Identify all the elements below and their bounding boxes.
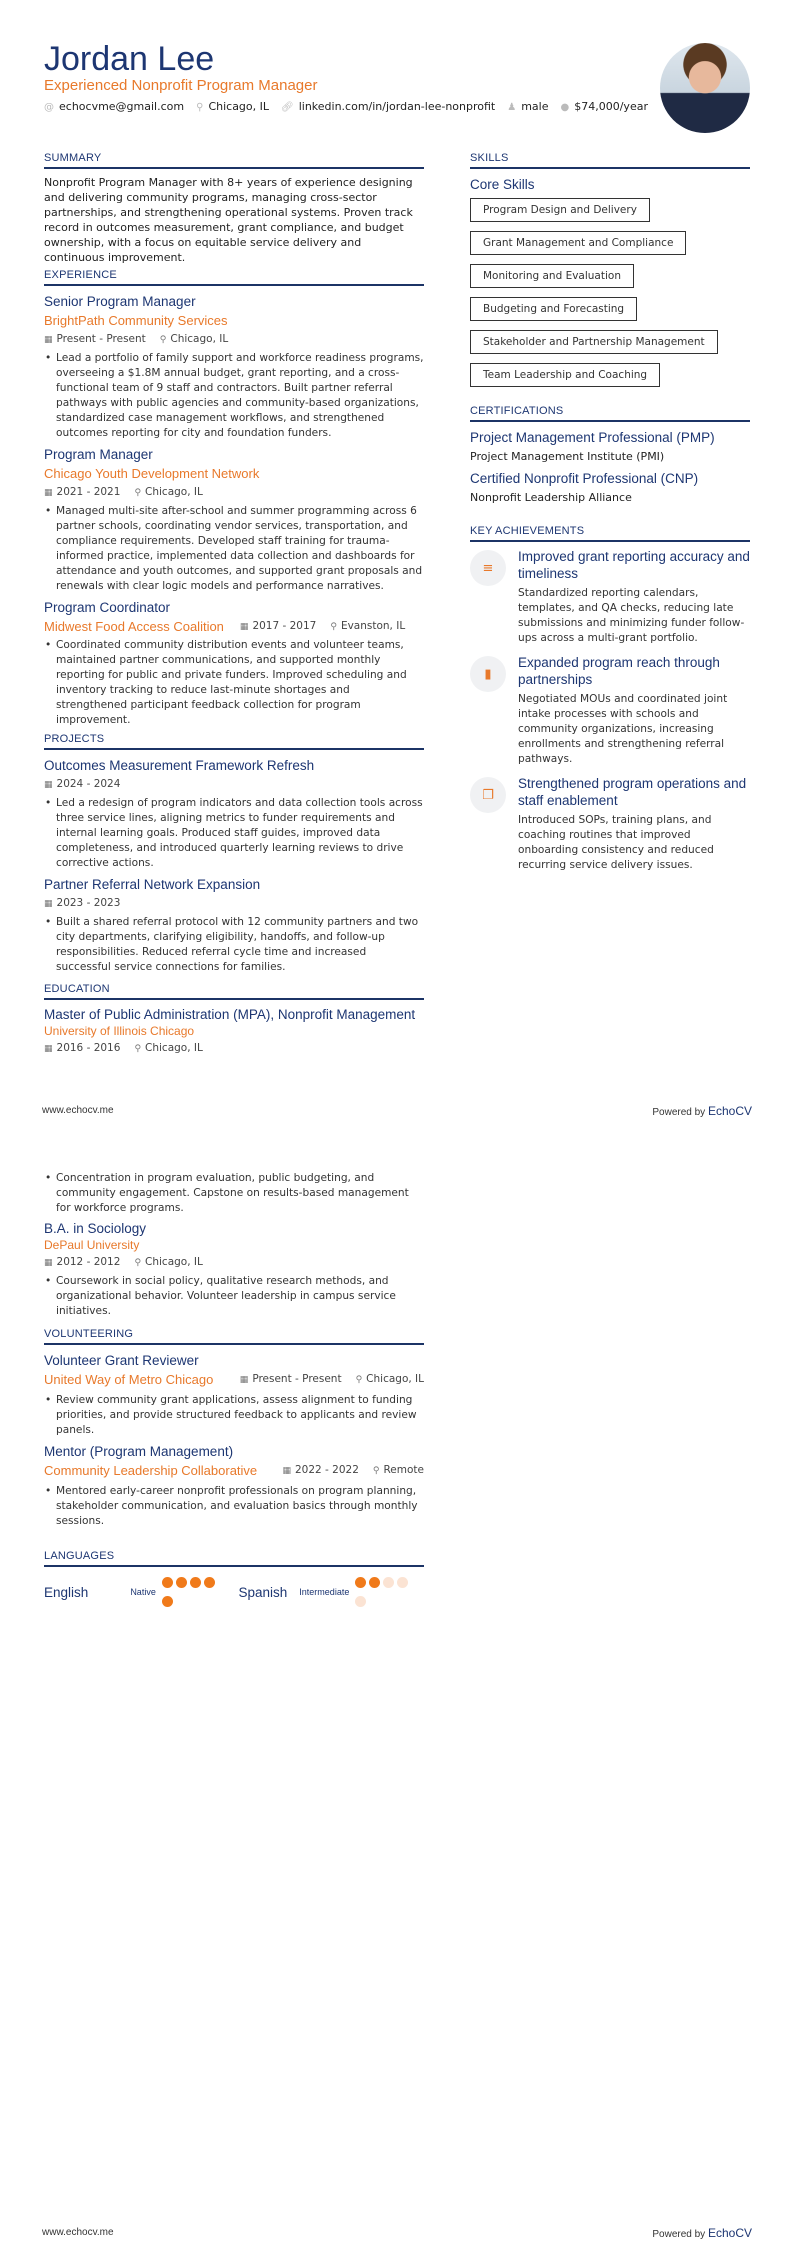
- certifications-section: [470, 405, 750, 507]
- map-pin-icon: ⚲: [134, 488, 142, 498]
- experience-item: Program Manager Chicago Youth Development Network ▦ 2021 - 2021 ⚲ Chicago, IL • Managed multi-site after-school and summer programming across 6 partner schools, coordinating vendor services, transportation, and compliance requirements. Developed staff training for trauma-informed practice, implemented data collection and dashboards for attendance and youth outcomes, and supported grant proposals and renewals with clear logic models and performance narratives.: [44, 445, 424, 594]
- company: BrightPath Community Services: [44, 313, 228, 328]
- map-pin-icon: ⚲: [134, 1258, 142, 1268]
- skills-section: [470, 152, 750, 396]
- achievements-section: [470, 525, 750, 881]
- degree: Master of Public Administration (MPA), Nonprofit Management: [44, 1007, 416, 1022]
- language-rating: [355, 1573, 424, 1611]
- school: University of Illinois Chicago: [44, 1024, 195, 1038]
- company: Midwest Food Access Coalition: [44, 619, 224, 634]
- skill-tag: Budgeting and Forecasting: [470, 297, 750, 330]
- cert-issuer: Nonprofit Leadership Alliance: [470, 491, 632, 504]
- section-heading: SUMMARY: [44, 152, 424, 169]
- job-title: Program Manager: [44, 447, 153, 462]
- volunteer-item: Volunteer Grant Reviewer United Way of Metro Chicago ▦ Present - Present ⚲ Chicago, IL • Review community grant applications, assess alignment to funding priorities, and provide structured feedback to applicants and review panels.: [44, 1351, 424, 1438]
- school: DePaul University: [44, 1238, 140, 1252]
- footer-site-link[interactable]: www.echocv.me: [42, 1105, 114, 1116]
- bullet: • Review community grant applications, assess alignment to funding priorities, and provide structured feedback to applicants and review panels.: [44, 1393, 424, 1438]
- cert-name: Project Management Professional (PMP): [470, 430, 715, 445]
- project-item: Partner Referral Network Expansion ▦ 2023 - 2023 • Built a shared referral protocol with 12 community partners and two city departments, clarifying eligibility, handoffs, and follow-up responsibilities. Reduced referral cycle time and increased successful service connections for families.: [44, 875, 424, 975]
- map-pin-icon: ⚲: [330, 622, 337, 632]
- achievement-item: ≡ Improved grant reporting accuracy and timeliness Standardized reporting calendars, templates, and QA checks, reducing late submissions and minimizing funder follow-ups across a multi-grant portfolio.: [470, 548, 750, 646]
- rating-dot-filled: [355, 1577, 366, 1588]
- volunteering-section: [44, 1328, 424, 1533]
- job-title: Senior Program Manager: [44, 294, 196, 309]
- language-level: Native: [130, 1587, 156, 1597]
- volunteer-role: Mentor (Program Management): [44, 1444, 234, 1459]
- language-level: Intermediate: [299, 1587, 350, 1597]
- map-pin-icon: ⚲: [355, 1375, 363, 1385]
- link-icon: 🔗︎: [281, 102, 294, 113]
- degree: B.A. in Sociology: [44, 1221, 147, 1236]
- contact-linkedin[interactable]: 🔗︎ linkedin.com/in/jordan-lee-nonprofit: [281, 100, 496, 113]
- project-name: Outcomes Measurement Framework Refresh: [44, 758, 315, 773]
- calendar-icon: ▦: [44, 1258, 53, 1268]
- company: Chicago Youth Development Network: [44, 466, 260, 481]
- lines-icon: ≡: [470, 550, 506, 586]
- calendar-icon: ▦: [44, 1044, 53, 1054]
- experience-section: [44, 269, 424, 732]
- skill-tag: Monitoring and Evaluation: [470, 264, 750, 297]
- contact-bar: [44, 100, 648, 113]
- page-2: [0, 1123, 794, 2246]
- map-pin-icon: ⚲: [134, 1044, 142, 1054]
- rating-dot-empty: [397, 1577, 408, 1588]
- summary-text: Nonprofit Program Manager with 8+ years of experience designing and delivering community programs, managing cross-sector partnerships, and strengthening operational systems. Proven track record in outcomes measurement, grant compliance, and budget ownership, with a focus on equitable service delivery and continuous improvement.: [44, 176, 413, 264]
- bullet: • Lead a portfolio of family support and workforce readiness programs, overseeing a $1.8M annual budget, grant reporting, and a cross-functional team of 9 staff and contractors. Built partner referral pathways with public agencies and community-based organizations, standardized case management workflows, and strengthened outcomes reporting for city and foundation funders.: [44, 351, 424, 441]
- projects-section: [44, 733, 424, 979]
- contact-email[interactable]: @ echocvme@gmail.com: [44, 100, 185, 113]
- volunteer-role: Volunteer Grant Reviewer: [44, 1353, 199, 1368]
- cert-issuer: Project Management Institute (PMI): [470, 450, 665, 463]
- footer-powered[interactable]: Powered by EchoCV: [652, 2226, 752, 2240]
- rating-dot-filled: [162, 1577, 173, 1588]
- bullet: • Built a shared referral protocol with 12 community partners and two city departments, clarifying eligibility, handoffs, and follow-up responsibilities. Reduced referral cycle time and increased successful service connections for families.: [44, 915, 424, 975]
- section-heading: PROJECTS: [44, 733, 424, 750]
- contact-gender: ♟ male: [507, 100, 549, 113]
- bullet: • Concentration in program evaluation, public budgeting, and community engagement. Capstone on results-based management for workforce programs.: [44, 1171, 424, 1216]
- job-title: Program Coordinator: [44, 600, 171, 615]
- skill-tag: Grant Management and Compliance: [470, 231, 750, 264]
- volunteer-item: Mentor (Program Management) Community Leadership Collaborative ▦ 2022 - 2022 ⚲ Remote • Mentored early-career nonprofit professionals on program planning, stakeholder communication, and evaluation basics through monthly sessions.: [44, 1442, 424, 1529]
- rating-dot-filled: [369, 1577, 380, 1588]
- contact-salary: ● $74,000/year: [560, 100, 648, 113]
- footer-powered[interactable]: Powered by EchoCV: [652, 1104, 752, 1118]
- calendar-icon: ▦: [44, 899, 53, 909]
- cert-name: Certified Nonprofit Professional (CNP): [470, 471, 699, 486]
- copy-check-icon: ❐: [470, 777, 506, 813]
- experience-item: Program Coordinator Midwest Food Access Coalition ▦ 2017 - 2017 ⚲ Evanston, IL • Coordinated community distribution events and volunteer teams, maintained partner communications, and supported monthly reporting for public and private funders. Improved scheduling and inventory tracking to reduce last-minute shortages and strengthened participant feedback collection for program improvement.: [44, 598, 424, 728]
- rating-dot-empty: [383, 1577, 394, 1588]
- section-heading: CERTIFICATIONS: [470, 405, 750, 422]
- calendar-icon: ▦: [44, 335, 53, 345]
- candidate-name: Jordan Lee: [44, 40, 215, 78]
- project-item: Outcomes Measurement Framework Refresh ▦ 2024 - 2024 • Led a redesign of program indicators and data collection tools across three service lines, aligning metrics to funder requirements and internal learning goals. Produced staff guides, improved data completeness, and introduced quarterly learning reviews to drive corrective actions.: [44, 756, 424, 871]
- bullet: • Coordinated community distribution events and volunteer teams, maintained partner communications, and supported monthly reporting for public and private funders. Improved scheduling and inventory tracking to reduce last-minute shortages and strengthened participant feedback collection for program improvement.: [44, 638, 424, 728]
- document-icon: ▮: [470, 656, 506, 692]
- summary-section: [44, 152, 424, 265]
- rating-dot-filled: [176, 1577, 187, 1588]
- bullet: • Coursework in social policy, qualitative research methods, and organizational behavior. Volunteer leadership in campus service initiatives.: [44, 1274, 424, 1319]
- section-heading: KEY ACHIEVEMENTS: [470, 525, 750, 542]
- bullet: • Led a redesign of program indicators and data collection tools across three service lines, aligning metrics to funder requirements and internal learning goals. Produced staff guides, improved data completeness, and introduced quarterly learning reviews to drive corrective actions.: [44, 796, 424, 871]
- calendar-icon: ▦: [282, 1466, 291, 1476]
- organization: Community Leadership Collaborative: [44, 1463, 258, 1478]
- rating-dot-filled: [204, 1577, 215, 1588]
- education-continued: • Concentration in program evaluation, public budgeting, and community engagement. Capstone on results-based management for workforce programs. B.A. in Sociology DePaul University ▦ 2012 - 2012 ⚲ Chicago, IL • Coursework in social policy, qualitative research methods, and organizational behavior. Volunteer leadership in campus service initiatives.: [44, 1169, 424, 1323]
- user-icon: ♟: [507, 102, 517, 113]
- rating-dot-filled: [162, 1596, 173, 1607]
- section-heading: EDUCATION: [44, 983, 424, 1000]
- at-icon: @: [44, 102, 54, 113]
- map-pin-icon: ⚲: [159, 335, 167, 345]
- achievement-item: ❐ Strengthened program operations and staff enablement Introduced SOPs, training plans, and coaching routines that improved onboarding consistency and reduced recurring service delivery issues.: [470, 775, 750, 873]
- map-pin-icon: ⚲: [196, 102, 204, 113]
- section-heading: SKILLS: [470, 152, 750, 169]
- project-name: Partner Referral Network Expansion: [44, 877, 261, 892]
- skill-tag: Program Design and Delivery: [470, 198, 750, 231]
- organization: United Way of Metro Chicago: [44, 1372, 214, 1387]
- footer-site-link[interactable]: www.echocv.me: [42, 2227, 114, 2238]
- map-pin-icon: ⚲: [372, 1466, 380, 1476]
- section-heading: VOLUNTEERING: [44, 1328, 424, 1345]
- languages-row: [44, 1573, 424, 1611]
- skill-tag: Team Leadership and Coaching: [470, 363, 750, 396]
- profile-photo: [660, 43, 750, 133]
- language-rating: [162, 1573, 231, 1611]
- candidate-title: Experienced Nonprofit Program Manager: [44, 77, 318, 94]
- bullet: • Managed multi-site after-school and summer programming across 6 partner schools, coordinating vendor services, transportation, and compliance requirements. Developed staff training for trauma-informed practice, implemented data collection and dashboards for attendance and youth outcomes, and supported grant proposals and renewals with clear logic models and performance narratives.: [44, 504, 424, 594]
- calendar-icon: ▦: [44, 488, 53, 498]
- language-name: Spanish: [238, 1584, 288, 1600]
- calendar-icon: ▦: [239, 622, 249, 632]
- rating-dot-empty: [355, 1596, 366, 1607]
- section-heading: EXPERIENCE: [44, 269, 424, 286]
- skill-group-title: Core Skills: [470, 177, 535, 192]
- contact-location: ⚲ Chicago, IL: [196, 100, 270, 113]
- skill-tag: Stakeholder and Partnership Management: [470, 330, 750, 363]
- section-heading: LANGUAGES: [44, 1550, 424, 1567]
- experience-item: Senior Program Manager BrightPath Community Services ▦ Present - Present ⚲ Chicago, IL • Lead a portfolio of family support and workforce readiness programs, overseeing a $1.8M annual budget, grant reporting, and a cross-functional team of 9 staff and contractors. Built partner referral pathways with public agencies and community-based organizations, standardized case management workflows, and strengthened outcomes reporting for city and foundation funders.: [44, 292, 424, 441]
- bullet: • Mentored early-career nonprofit professionals on program planning, stakeholder communication, and evaluation basics through monthly sessions.: [44, 1484, 424, 1529]
- rating-dot-filled: [190, 1577, 201, 1588]
- achievement-item: ▮ Expanded program reach through partnerships Negotiated MOUs and coordinated joint intake processes with schools and community organizations, increasing enrollments and strengthening referral pathways.: [470, 654, 750, 767]
- education-section: EDUCATION Master of Public Administration (MPA), Nonprofit Management University of Illinois Chicago ▦ 2016 - 2016 ⚲ Chicago, IL: [44, 983, 424, 1058]
- calendar-icon: ▦: [44, 780, 53, 790]
- dollar-icon: ●: [560, 102, 570, 113]
- calendar-icon: ▦: [239, 1375, 249, 1385]
- language-name: English: [44, 1584, 89, 1600]
- languages-section: [44, 1550, 424, 1611]
